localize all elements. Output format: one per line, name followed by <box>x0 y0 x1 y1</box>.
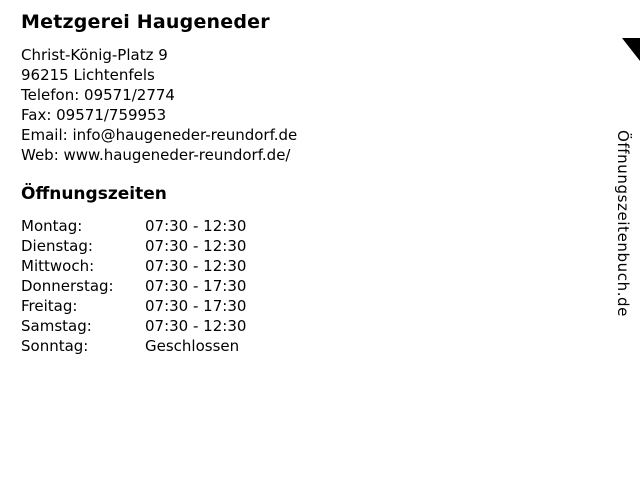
business-name-heading: Metzgerei Haugeneder <box>21 11 270 33</box>
opening-hours-heading: Öffnungszeiten <box>21 184 167 204</box>
street-line: Christ-König-Platz 9 <box>21 46 168 64</box>
time-value: 07:30 - 17:30 <box>145 297 247 315</box>
fax-line: Fax: 09571/759953 <box>21 106 167 124</box>
opening-hours-table <box>21 216 640 356</box>
table-row <box>21 276 640 296</box>
day-label: Samstag: <box>21 317 92 335</box>
contact-block <box>21 45 640 165</box>
phone-line: Telefon: 09571/2774 <box>21 86 175 104</box>
table-row <box>21 296 640 316</box>
time-value: 07:30 - 12:30 <box>145 217 247 235</box>
time-value: 07:30 - 12:30 <box>145 257 247 275</box>
table-row <box>21 236 640 256</box>
day-label: Donnerstag: <box>21 277 114 295</box>
corner-triangle-icon <box>622 38 640 61</box>
time-value: 07:30 - 12:30 <box>145 237 247 255</box>
time-value: 07:30 - 17:30 <box>145 277 247 295</box>
email-line: Email: info@haugeneder-reundorf.de <box>21 126 298 144</box>
day-label: Mittwoch: <box>21 257 95 275</box>
table-row <box>21 316 640 336</box>
city-line: 96215 Lichtenfels <box>21 66 155 84</box>
day-label: Dienstag: <box>21 237 93 255</box>
website-line: Web: www.haugeneder-reundorf.de/ <box>21 146 291 164</box>
day-label: Sonntag: <box>21 337 89 355</box>
day-label: Freitag: <box>21 297 78 315</box>
table-row <box>21 256 640 276</box>
time-value: 07:30 - 12:30 <box>145 317 247 335</box>
table-row <box>21 336 640 356</box>
time-value: Geschlossen <box>145 337 240 355</box>
watermark-link[interactable]: Öffnungszeitenbuch.de <box>614 130 632 318</box>
table-row <box>21 216 640 236</box>
day-label: Montag: <box>21 217 83 235</box>
